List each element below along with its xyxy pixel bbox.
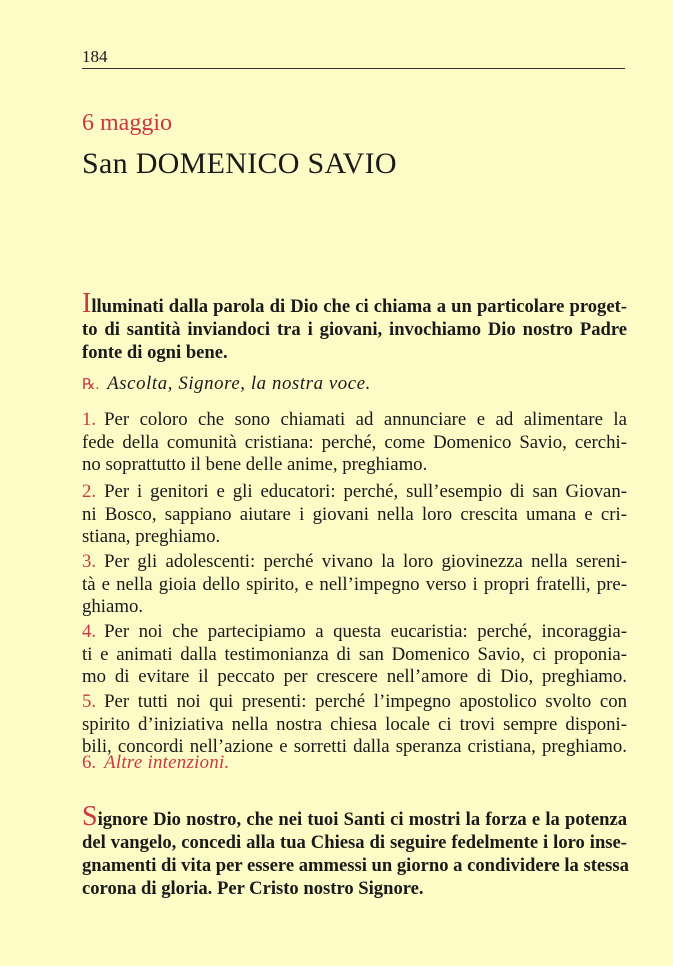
prayer-line: gnamenti di vita per essere ammessi un giorno a condividere la stessa [82, 855, 629, 876]
intention-line: fede della comunità cristiana: perché, come Domenico Savio, cerchi- [82, 431, 627, 453]
header-rule [82, 68, 625, 69]
intention-line: 6. Altre intenzioni. [82, 752, 230, 773]
prayer-dropcap: S [82, 801, 98, 832]
intention-line: 1. Per coloro che sono chiamati ad annunciare e ad alimentare la [82, 409, 627, 430]
intention-2 [82, 481, 627, 549]
intention-line: 2. Per i genitori e gli educatori: perché, sull’esempio di san Giovan- [82, 481, 627, 502]
closing-prayer [82, 801, 629, 900]
intention-line: stiana, preghiamo. [82, 526, 221, 548]
prayer-line: corona di gloria. Per Cristo nostro Signore. [82, 878, 424, 899]
page-title: San DOMENICO SAVIO [82, 147, 397, 180]
intention-number: 6. [82, 752, 97, 773]
intro-line: fonte di ogni bene. [82, 342, 228, 363]
intention-line: no soprattutto il bene delle anime, preghiamo. [82, 454, 428, 476]
intention-1 [82, 409, 627, 477]
prayer-line: Signore Dio nostro, che nei tuoi Santi ci mostri la forza e la potenza [82, 801, 627, 832]
response-symbol: ℞. [82, 377, 100, 393]
intro-line: to di santità inviandoci tra i giovani, invochiamo Dio nostro Padre [82, 319, 627, 340]
page-number: 184 [82, 47, 108, 66]
intention-3 [82, 551, 627, 619]
intention-line: mo di evitare il peccato per crescere nell’amore di Dio, preghiamo. [82, 666, 627, 688]
intention-number: 3. [82, 551, 97, 572]
intention-line: tà e nella gioia dello spirito, e nell’impegno verso i propri fratelli, pre- [82, 573, 627, 595]
intention-line: 3. Per gli adolescenti: perché vivano la loro giovinezza nella sereni- [82, 551, 627, 572]
intention-line: ni Bosco, sappiano aiutare i giovani nella loro crescita umana e cri- [82, 503, 627, 525]
intention-6 [82, 752, 627, 775]
intro-paragraph [82, 288, 627, 364]
intention-line: spirito d’iniziativa nella nostra chiesa locale ci trovi sempre disponi- [82, 713, 627, 735]
intention-number: 2. [82, 481, 97, 502]
intention-line: 5. Per tutti noi qui presenti: perché l’impegno apostolico svolto con [82, 691, 627, 712]
intro-line: Illuminati dalla parola di Dio che ci chiama a un particolare proget- [82, 288, 627, 319]
prayer-line: del vangelo, concedi alla tua Chiesa di seguire fedelmente i loro inse- [82, 832, 627, 853]
response [82, 372, 627, 397]
intention-line: bili, concordi nell’azione e sorretti dalla speranza cristiana, preghiamo. [82, 736, 627, 758]
intention-line: 4. Per noi che partecipiamo a questa eucaristia: perché, incoraggia- [82, 621, 627, 642]
intention-5 [82, 691, 627, 759]
response-text: Ascolta, Signore, la nostra voce. [107, 373, 371, 394]
intention-4 [82, 621, 627, 689]
intention-number: 1. [82, 409, 97, 430]
intro-dropcap: I [82, 288, 92, 319]
intention-line: ti e animati dalla testimonianza di san Domenico Savio, ci proponia- [82, 643, 627, 665]
intention-line: ghiamo. [82, 596, 144, 618]
intention-number: 5. [82, 691, 97, 712]
feast-date: 6 maggio [82, 110, 172, 136]
intention-number: 4. [82, 621, 97, 642]
